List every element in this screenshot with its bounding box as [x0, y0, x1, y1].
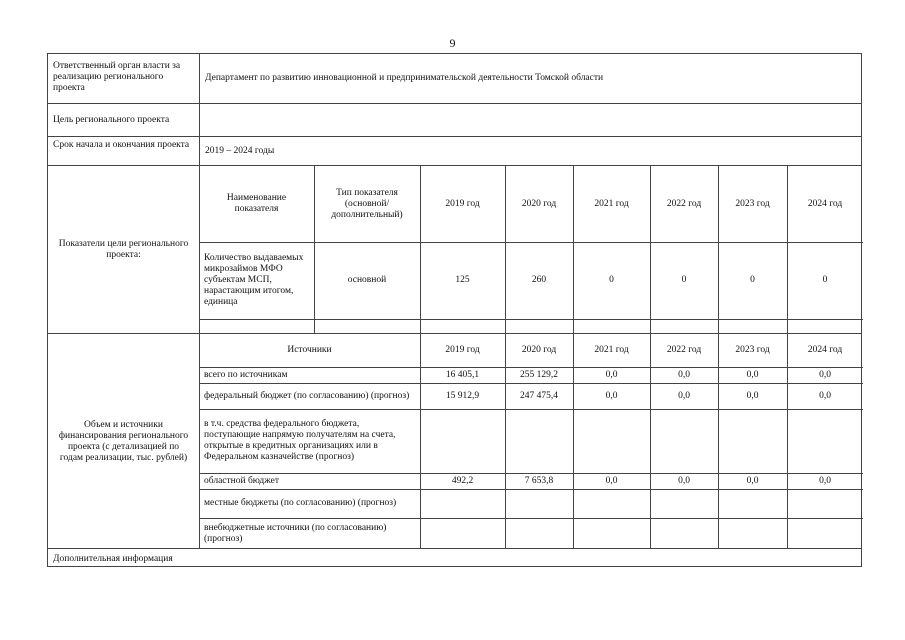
indicator-value: 0	[822, 275, 828, 285]
finance-value	[505, 409, 573, 473]
indicators-label: Показатели цели регионального проекта:	[58, 239, 189, 260]
goal-label: Цель регионального проекта	[53, 115, 170, 125]
finance-value	[650, 489, 718, 518]
indicator-type-header: Тип показателя (основной/ дополнительный)	[331, 187, 403, 220]
indicator-value: 260	[531, 275, 547, 285]
responsible-label: Ответственный орган власти за реализацию регионального проекта	[53, 61, 181, 93]
finance-value: 0,0	[819, 369, 831, 380]
indicator-value: 0	[609, 275, 614, 285]
finance-grid	[199, 334, 863, 549]
finance-value: 0,0	[746, 369, 759, 380]
passport-table	[47, 53, 862, 567]
indicator-value: 0	[750, 275, 755, 285]
responsible-value: Департамент по развитию инновационной и предпринимательской деятельности Томской области	[205, 73, 604, 83]
finance-value	[718, 489, 787, 518]
finance-source-name: федеральный бюджет (по согласованию) (прогноз)	[204, 390, 410, 401]
finance-source-name: всего по источникам	[204, 369, 288, 380]
period-row	[48, 137, 861, 166]
indicator-year-header: 2024 год	[807, 198, 843, 209]
finance-year-header: 2021 год	[594, 345, 629, 355]
finance-source-name: внебюджетные источники (по согласованию) (прогноз)	[204, 522, 387, 544]
indicators-row	[48, 166, 861, 334]
finance-value: 492,2	[451, 475, 474, 486]
indicator-value: 125	[455, 275, 470, 285]
finance-value	[718, 409, 787, 473]
indicator-year-header: 2020 год	[521, 198, 557, 209]
finance-value	[505, 518, 573, 549]
finance-year-header: 2022 год	[666, 345, 702, 355]
finance-value	[505, 489, 573, 518]
finance-value	[573, 489, 650, 518]
finance-value	[650, 409, 718, 473]
finance-value: 0,0	[678, 475, 690, 486]
responsible-row	[48, 54, 861, 104]
indicator-year-header: 2019 год	[445, 198, 480, 209]
finance-year-header: 2019 год	[445, 345, 480, 355]
page-number: 9	[449, 36, 456, 50]
indicator-type: основной	[347, 275, 387, 285]
goal-row	[48, 104, 861, 137]
indicator-name: Количество выдаваемых микрозаймов МФО субъектам МСП, нарастающим итогом, единица	[204, 253, 304, 307]
finance-year-header: 2023 год	[735, 345, 770, 355]
finance-value: 247 475,4	[520, 390, 558, 401]
finance-value: 15 912,9	[445, 390, 480, 401]
finance-value: 0,0	[678, 369, 690, 380]
finance-value	[787, 409, 863, 473]
finance-source-name: местные бюджеты (по согласованию) (прогноз)	[204, 498, 397, 508]
finance-value: 0,0	[746, 475, 759, 486]
finance-source-name: в т.ч. средства федерального бюджета, поступающие напрямую получателям на счета, открытые в кредитных организациях или в Федеральном казначействе (прогноз)	[204, 419, 396, 462]
finance-label: Объем и источники финансирования регионального проекта (с детализацией по годам реализации, тыс. рублей)	[58, 419, 189, 463]
indicator-name-header: Наименование показателя	[226, 193, 287, 214]
indicators-grid	[199, 166, 863, 334]
finance-value: 0,0	[678, 390, 690, 401]
finance-value: 0,0	[746, 390, 759, 401]
finance-sources-header: Источники	[287, 345, 332, 355]
finance-value	[573, 518, 650, 549]
finance-value	[420, 489, 505, 518]
finance-value: 0,0	[605, 475, 618, 486]
finance-value: 0,0	[605, 390, 618, 401]
finance-value: 0,0	[819, 475, 831, 486]
finance-row	[48, 334, 861, 549]
finance-value: 7 653,8	[524, 475, 554, 486]
finance-value: 0,0	[819, 390, 831, 401]
indicator-value: 0	[681, 275, 687, 285]
finance-value	[787, 489, 863, 518]
finance-year-header: 2024 год	[807, 345, 843, 355]
period-label: Срок начала и окончания проекта	[53, 140, 190, 150]
indicator-year-header: 2021 год	[594, 198, 629, 209]
finance-value	[420, 518, 505, 549]
finance-value	[650, 518, 718, 549]
indicator-year-header: 2023 год	[735, 198, 770, 209]
finance-value	[787, 518, 863, 549]
indicator-year-header: 2022 год	[666, 198, 702, 209]
finance-year-header: 2020 год	[521, 345, 557, 355]
finance-source-name: областной бюджет	[204, 475, 280, 486]
finance-value: 255 129,2	[520, 369, 558, 380]
additional-info-label: Дополнительная информация	[53, 554, 173, 564]
finance-value	[420, 409, 505, 473]
finance-value	[573, 409, 650, 473]
finance-value	[718, 518, 787, 549]
finance-value: 0,0	[605, 369, 618, 380]
finance-value: 16 405,1	[445, 369, 480, 380]
period-value: 2019 – 2024 годы	[205, 146, 275, 156]
